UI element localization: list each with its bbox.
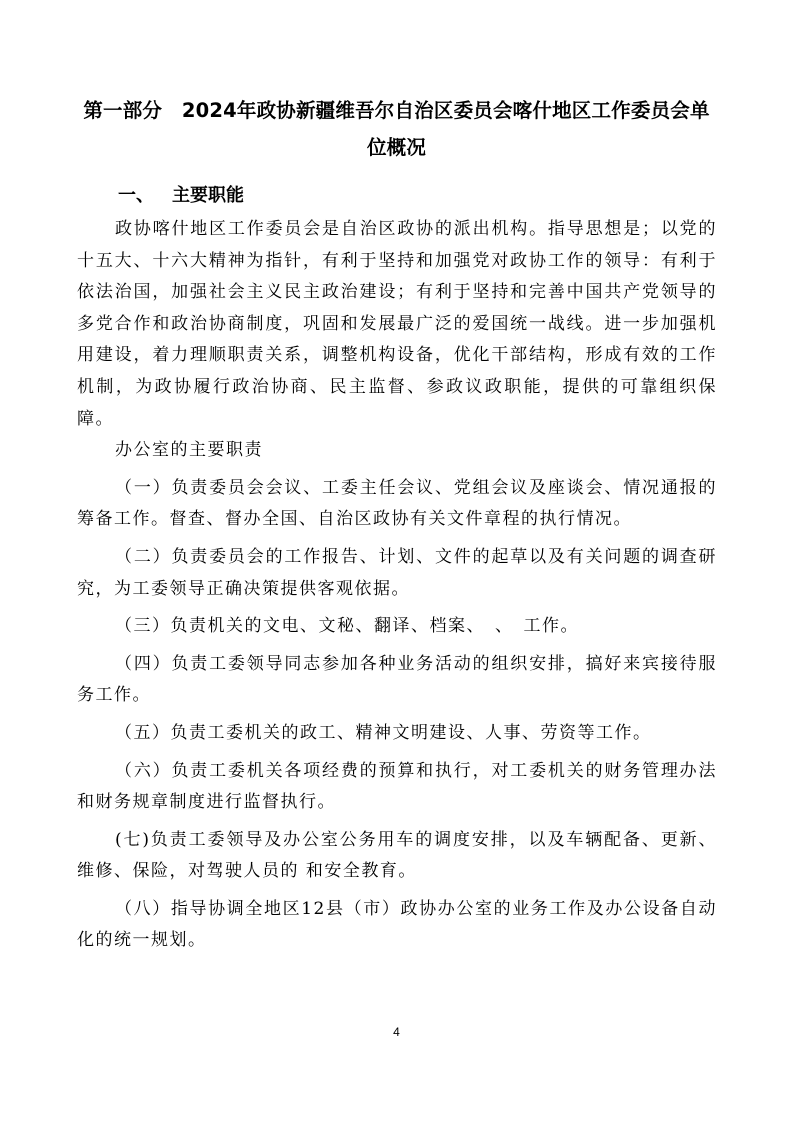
- intro-paragraph: 政协喀什地区工作委员会是自治区政协的派出机构。指导思想是；以党的十五大、十六大精神为指针，有利于坚持和加强党对政协工作的领导：有利于依法治国，加强社会主义民主政治建设；有利于坚持和完善中国共产党领导的多党合作和政治协商制度，巩固和发展最广泛的爱国统一战线。进一步加强机用建设，着力理顺职责关系，调整机构设备，优化干部结构，形成有效的工作机制，为政协履行政治协商、民主监督、参政议政职能，提供的可靠组织保障。: [77, 219, 717, 429]
- duty-paragraph: （五）负责工委机关的政工、精神文明建设、人事、劳资等工作。: [115, 722, 652, 743]
- body-text: [77, 214, 717, 957]
- duty-paragraph: （一）负责委员会会议、工委主任会议、党组会议及座谈会、情况通报的筹备工作。督查、督办全国、自治区政协有关文件章程的执行情况。: [77, 477, 717, 530]
- section-title: 主要职能: [172, 185, 244, 206]
- duty-paragraph: （六）负责工委机关各项经费的预算和执行，对工委机关的财务管理办法和财务规章制度进行监督执行。: [77, 760, 717, 813]
- duty-paragraph: （三）负责机关的文电、文秘、翻译、档案、 、 工作。: [115, 616, 579, 637]
- office-heading: 办公室的主要职责: [115, 440, 263, 461]
- section-number: 一、: [118, 185, 154, 206]
- section-heading: [118, 181, 244, 211]
- duty-paragraph: (七)负责工委领导及办公室公务用车的调度安排，以及车辆配备、更新、维修、保险，对驾驶人员的 和安全教育。: [77, 829, 717, 882]
- duty-paragraph: （八）指导协调全地区12县（市）政协办公室的业务工作及办公设备自动化的统一规划。: [77, 898, 717, 951]
- duty-paragraph: （二）负责委员会的工作报告、计划、文件的起草以及有关问题的调查研究，为工委领导正确决策提供客观依据。: [77, 546, 717, 599]
- page-title: 第一部分 2024年政协新疆维吾尔自治区委员会喀什地区工作委员会单位概况: [83, 99, 710, 159]
- duty-paragraph: （四）负责工委领导同志参加各种业务活动的组织安排，搞好来宾接待服务工作。: [77, 653, 717, 706]
- page-number: 4: [393, 1025, 400, 1039]
